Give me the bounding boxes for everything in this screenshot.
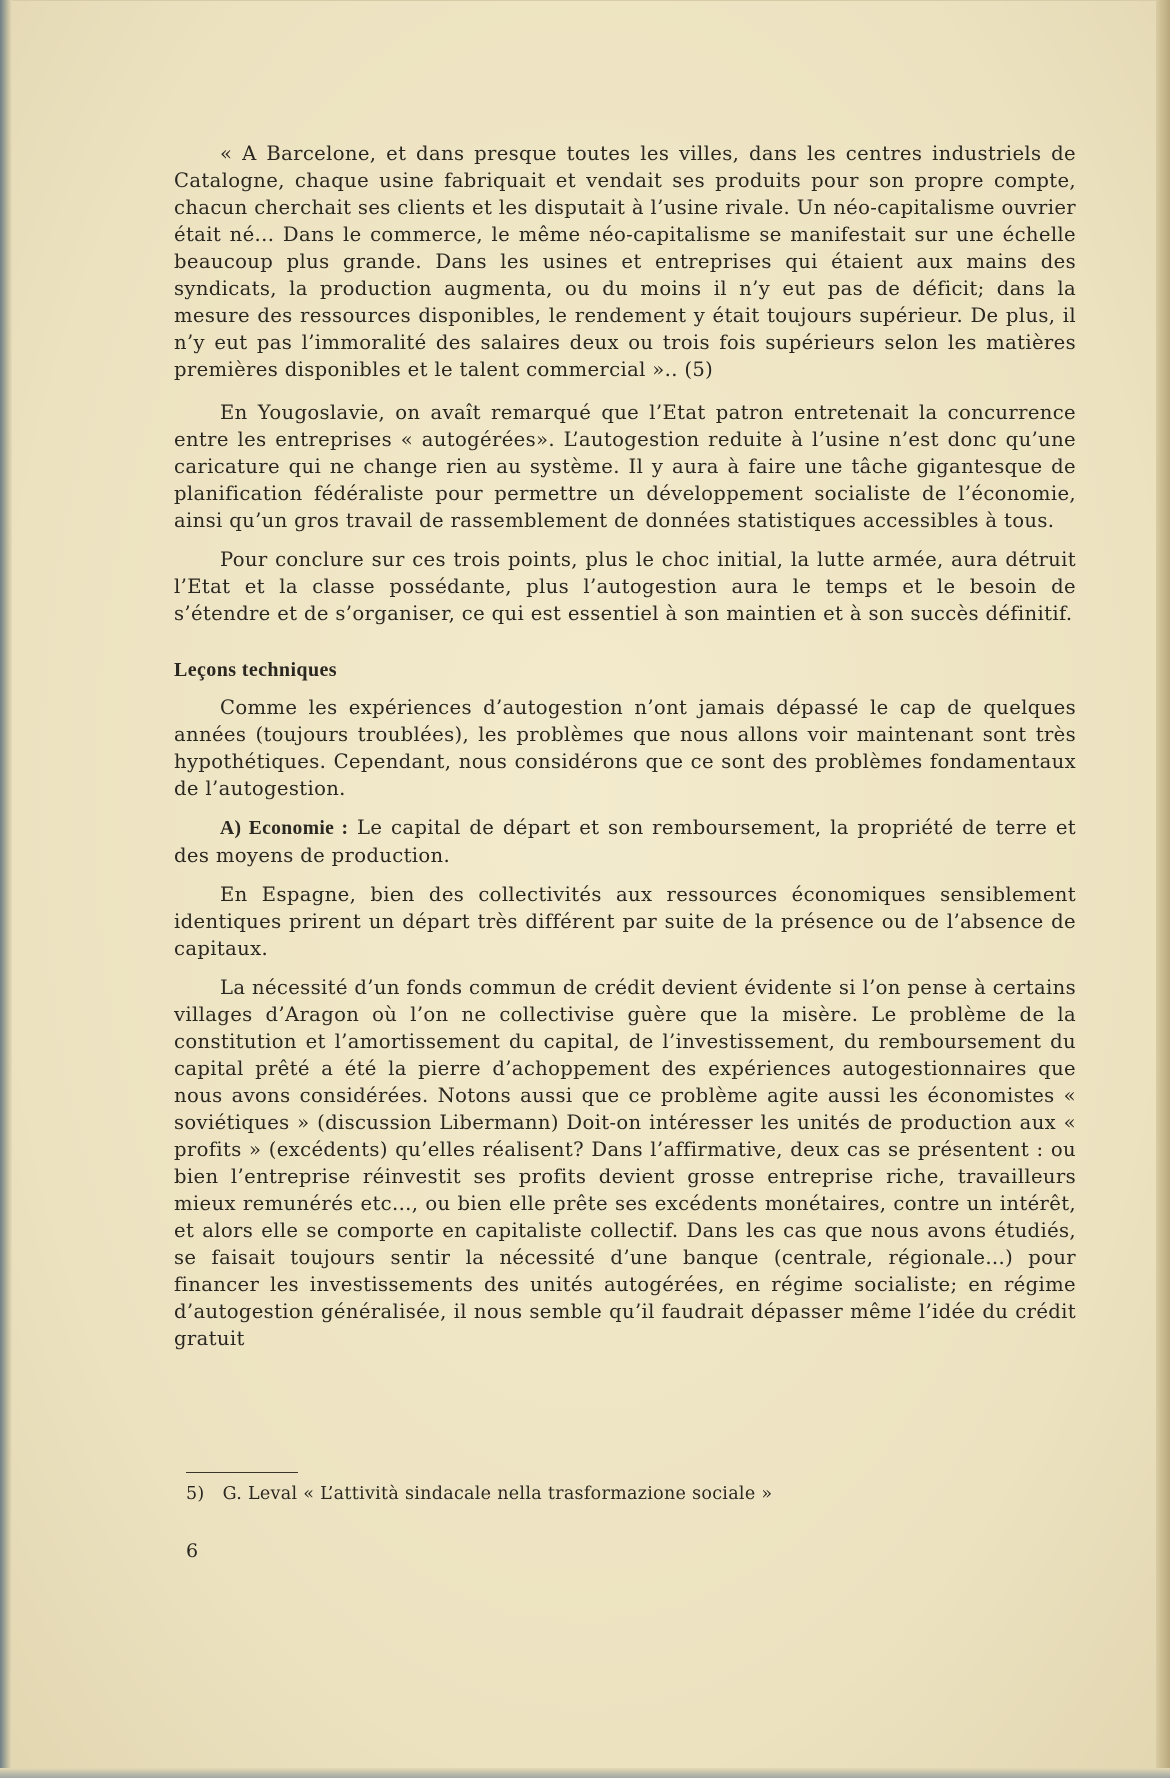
section-heading: Leçons techniques: [174, 659, 337, 681]
footnote-text: G. Leval « L’attività sindacale nella trasformazione sociale »: [222, 1484, 773, 1504]
intro-paragraph: Comme les expériences d’autogestion n’ont jamais dépassé le cap de quelques années (toujours troublées), les problèmes que nous allons voir maintenant sont très hypothétiques. Cependant, nous considérons que ce sont des problèmes fondamentaux de l’autogestion.: [174, 696, 1076, 800]
footnote-number: 5): [186, 1484, 205, 1504]
footnote-rule: [186, 1472, 298, 1473]
conclusion-paragraph: Pour conclure sur ces trois points, plus le choc initial, la lutte armée, aura détruit l’Etat et la classe possédante, plus l’autogestion aura le temps et le besoin de s’étendre et de s’organiser, ce qui est essentiel à son maintien et à son succès définitif.: [174, 548, 1076, 625]
body-text-column: [174, 140, 1076, 1364]
page-right-edge: [1156, 0, 1170, 1778]
economie-label: A) Economie :: [220, 818, 349, 839]
yougoslavie-paragraph: En Yougoslavie, on avaît remarqué que l’Etat patron entretenait la concurrence entre les entreprises « autogérées». L’autogestion reduite à l’usine n’est donc qu’une caricature qui ne change rien au système. Il y aura à faire une tâche gigantesque de planification fédéraliste pour permettre un développement socialiste de l’économie, ainsi qu’un gros travail de rassemblement de données statistiques accessibles à tous.: [174, 401, 1076, 532]
page-left-edge: [0, 0, 12, 1778]
economie-paragraph: [174, 814, 1076, 869]
page-bottom-edge: [0, 1768, 1170, 1778]
page-number: 6: [186, 1540, 199, 1562]
quote-paragraph: « A Barcelone, et dans presque toutes les villes, dans les centres industriels de Catalogne, chaque usine fabriquait et vendait ses produits pour son propre compte, chacun cherchait ses clients et les disputait à l’usine rivale. Un néo-capitalisme ouvrier était né... Dans le commerce, le même néo-capitalisme se manifestait sur une échelle beaucoup plus grande. Dans les usines et entreprises qui étaient aux mains des syndicats, la production augmenta, ou du moins il n’y eut pas de déficit; dans la mesure des ressources disponibles, le rendement y était toujours supérieur. De plus, il n’y eut pas l’immoralité des salaires deux ou trois fois supérieurs selon les matières premières disponibles et le talent commercial ».. (5): [174, 142, 1076, 381]
credit-paragraph: La nécessité d’un fonds commun de crédit devient évidente si l’on pense à certains villages d’Aragon où l’on ne collectivise guère que la misère. Le problème de la constitution et l’amortissement du capital, de l’investissement, du remboursement du capital prêté a été la pierre d’achoppement des expériences autogestionnaires que nous avons considérées. Notons aussi que ce problème agite aussi les économistes « soviétiques » (discussion Libermann) Doit-on intéresser les unités de production aux « profits » (excédents) qu’elles réalisent? Dans l’affirmative, deux cas se présentent : ou bien l’entreprise réinvestit ses profits devient grosse entreprise riche, travailleurs mieux remunérés etc..., ou bien elle prête ses excédents monétaires, contre un intérêt, et alors elle se comporte en capitaliste collectif. Dans les cas que nous avons étudiés, se faisait toujours sentir la nécessité d’une banque (centrale, régionale...) pour financer les investissements des unités autogérées, en régime socialiste; en régime d’autogestion généralisée, il nous semble qu’il faudrait dépasser même l’idée du crédit gratuit: [174, 976, 1076, 1350]
footnote: [186, 1484, 1046, 1504]
espagne-paragraph: En Espagne, bien des collectivités aux ressources économiques sensiblement identiques prirent un départ très différent par suite de la présence ou de l’absence de capitaux.: [174, 883, 1076, 960]
economie-text: Le capital de départ et son remboursement, la propriété de terre et des moyens de production.: [174, 816, 1077, 867]
